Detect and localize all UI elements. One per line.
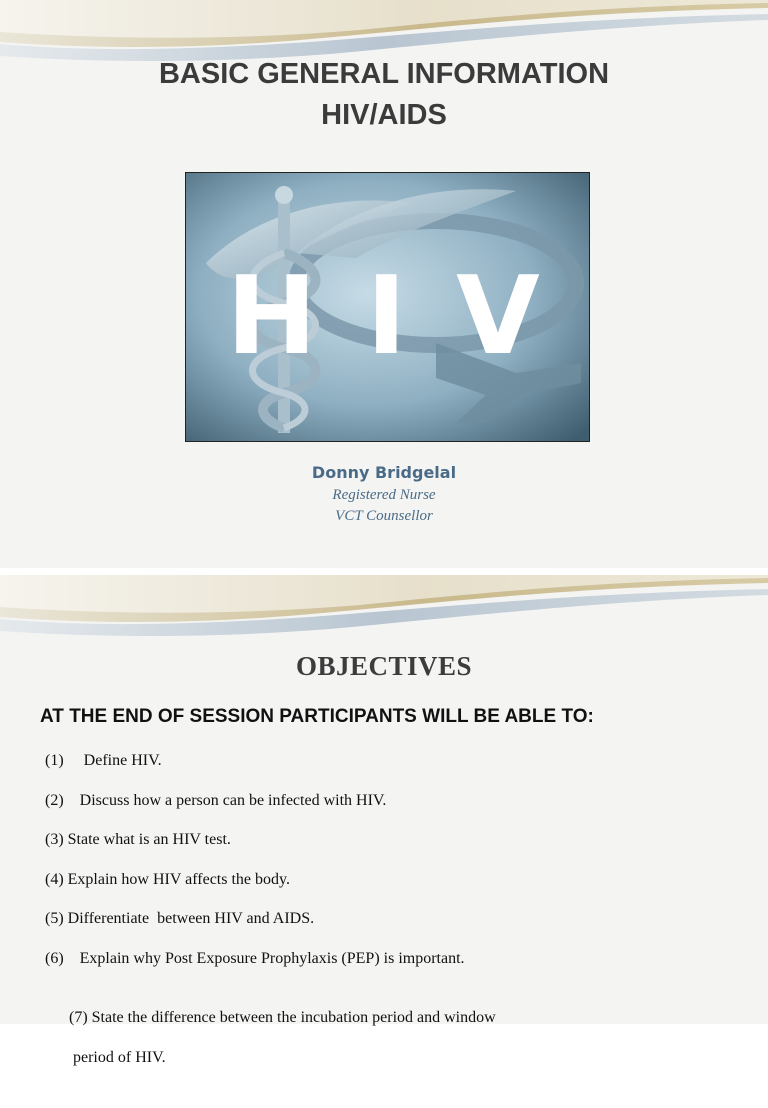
- author-role-counsellor: VCT Counsellor: [335, 508, 433, 524]
- slide-title-line2: HIV/AIDS: [321, 99, 447, 131]
- author-name: Donny Bridgelal: [311, 463, 457, 482]
- slide-separator: [0, 568, 768, 575]
- author-role-nurse: Registered Nurse: [332, 487, 436, 503]
- objective-item: (4) Explain how HIV affects the body.: [45, 870, 290, 888]
- decorative-swoosh-top: [0, 575, 768, 655]
- hiv-image-text: H I V: [226, 254, 546, 379]
- hiv-caduceus-image: [185, 172, 590, 442]
- objective-item: (6) Explain why Post Exposure Prophylaxis (PEP) is important.: [45, 949, 465, 967]
- objective-item: (1) Define HIV.: [45, 752, 162, 769]
- objective-item-text: (7) State the difference between the incubation period and window: [69, 1009, 496, 1026]
- objectives-heading: OBJECTIVES: [295, 651, 473, 681]
- slide-title-line1: BASIC GENERAL INFORMATION: [158, 58, 610, 90]
- objective-item: (3) State what is an HIV test.: [45, 831, 231, 848]
- objectives-intro: AT THE END OF SESSION PARTICIPANTS WILL BE ABLE TO:: [40, 706, 594, 727]
- objectives-slide: [0, 575, 768, 1066]
- objective-item: (2) Discuss how a person can be infected with HIV.: [45, 791, 387, 809]
- objective-item: (5) Differentiate between HIV and AIDS.: [45, 910, 315, 927]
- objective-item-7: [45, 988, 745, 1066]
- objectives-list: [45, 751, 745, 1066]
- objective-item-continuation: period of HIV.: [73, 1049, 166, 1066]
